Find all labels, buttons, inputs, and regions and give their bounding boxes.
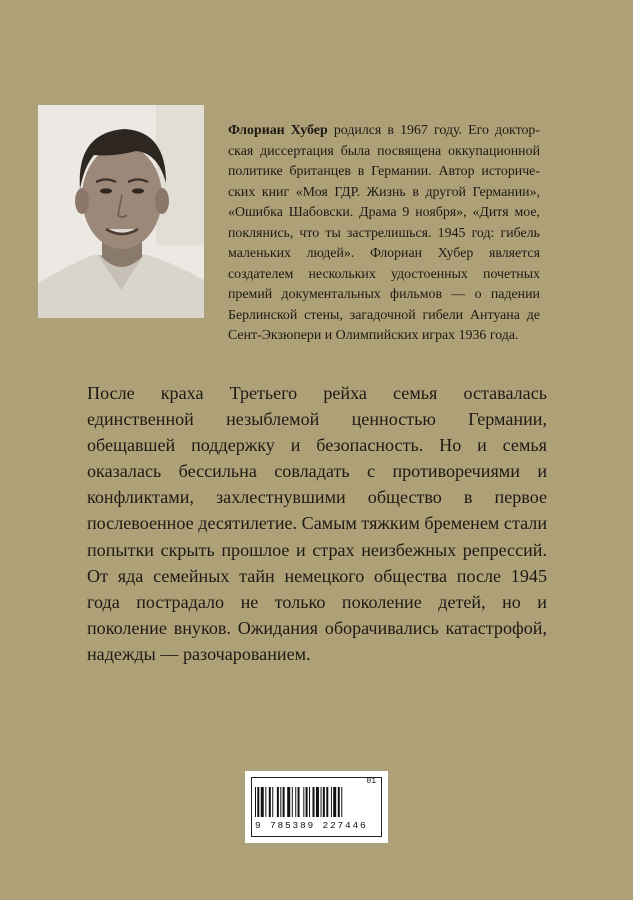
book-annotation: После краха Третьего рейха семья оставалась единственной незыблемой ценностью Германии, обещавшей поддержку и безопасность. Но и семья оказалась бессильна совладать с противоречиями и конфликтами, захлестнувшими общество в первое послевоенное десятилетие. Самым тяжким бременем стали попытки скрыть прошлое и страх неизбежных репрессий. От яда семейных тайн немецкого общества после 1945 года пострадало не только поколение детей, но и поколение внуков. Ожидания оборачивались катастрофой, надежды — разочарованием. bbox=[87, 383, 547, 664]
barcode-bars bbox=[255, 787, 372, 817]
barcode-bar bbox=[287, 787, 290, 817]
isbn-barcode bbox=[245, 771, 388, 843]
author-bio bbox=[228, 121, 540, 347]
barcode-bar bbox=[331, 787, 332, 817]
barcode-bar bbox=[269, 787, 271, 817]
barcode-bar bbox=[306, 787, 308, 817]
barcode-bar bbox=[321, 787, 322, 817]
barcode-bar bbox=[283, 787, 285, 817]
barcode-bar bbox=[323, 787, 325, 817]
author-bio-text: родился в 1967 году. Его докторская диссертация была посвящена оккупационной политике британцев в Германии. Автор исторических книг «Моя ГДР. Жизнь в другой Германии», «Ошибка Шабовски. Драма 9 ноября», «Дитя мое, поклянись, что ты застрелишься. 1945 год: гибель маленьких людей». Флориан Хубер является создателем нескольких удостоенных почетных премий документальных фильмов — о падении Берлинской стены, загадочной гибели Антуана де Сент-Экзюпери и Олимпийских играх 1936 года. bbox=[228, 123, 541, 343]
barcode-addon: 01 bbox=[366, 777, 376, 786]
barcode-bar bbox=[261, 787, 264, 817]
barcode-bar bbox=[295, 787, 296, 817]
barcode-bar bbox=[298, 787, 300, 817]
barcode-bar bbox=[265, 787, 266, 817]
barcode-bar bbox=[326, 787, 328, 817]
barcode-digits: 9 785389 227446 bbox=[255, 820, 368, 831]
barcode-bar bbox=[292, 787, 293, 817]
barcode-bar bbox=[316, 787, 319, 817]
barcode-bar bbox=[277, 787, 279, 817]
barcode-bar bbox=[303, 787, 304, 817]
barcode-bar bbox=[257, 787, 259, 817]
barcode-bar bbox=[341, 787, 342, 817]
barcode-bar bbox=[255, 787, 256, 817]
barcode-bar bbox=[309, 787, 310, 817]
author-photo bbox=[38, 105, 204, 318]
author-name: Флориан Хубер bbox=[228, 123, 328, 138]
barcode-bar bbox=[313, 787, 315, 817]
barcode-bar bbox=[272, 787, 273, 817]
barcode-bar bbox=[333, 787, 336, 817]
barcode-bar bbox=[338, 787, 340, 817]
barcode-bar bbox=[280, 787, 281, 817]
